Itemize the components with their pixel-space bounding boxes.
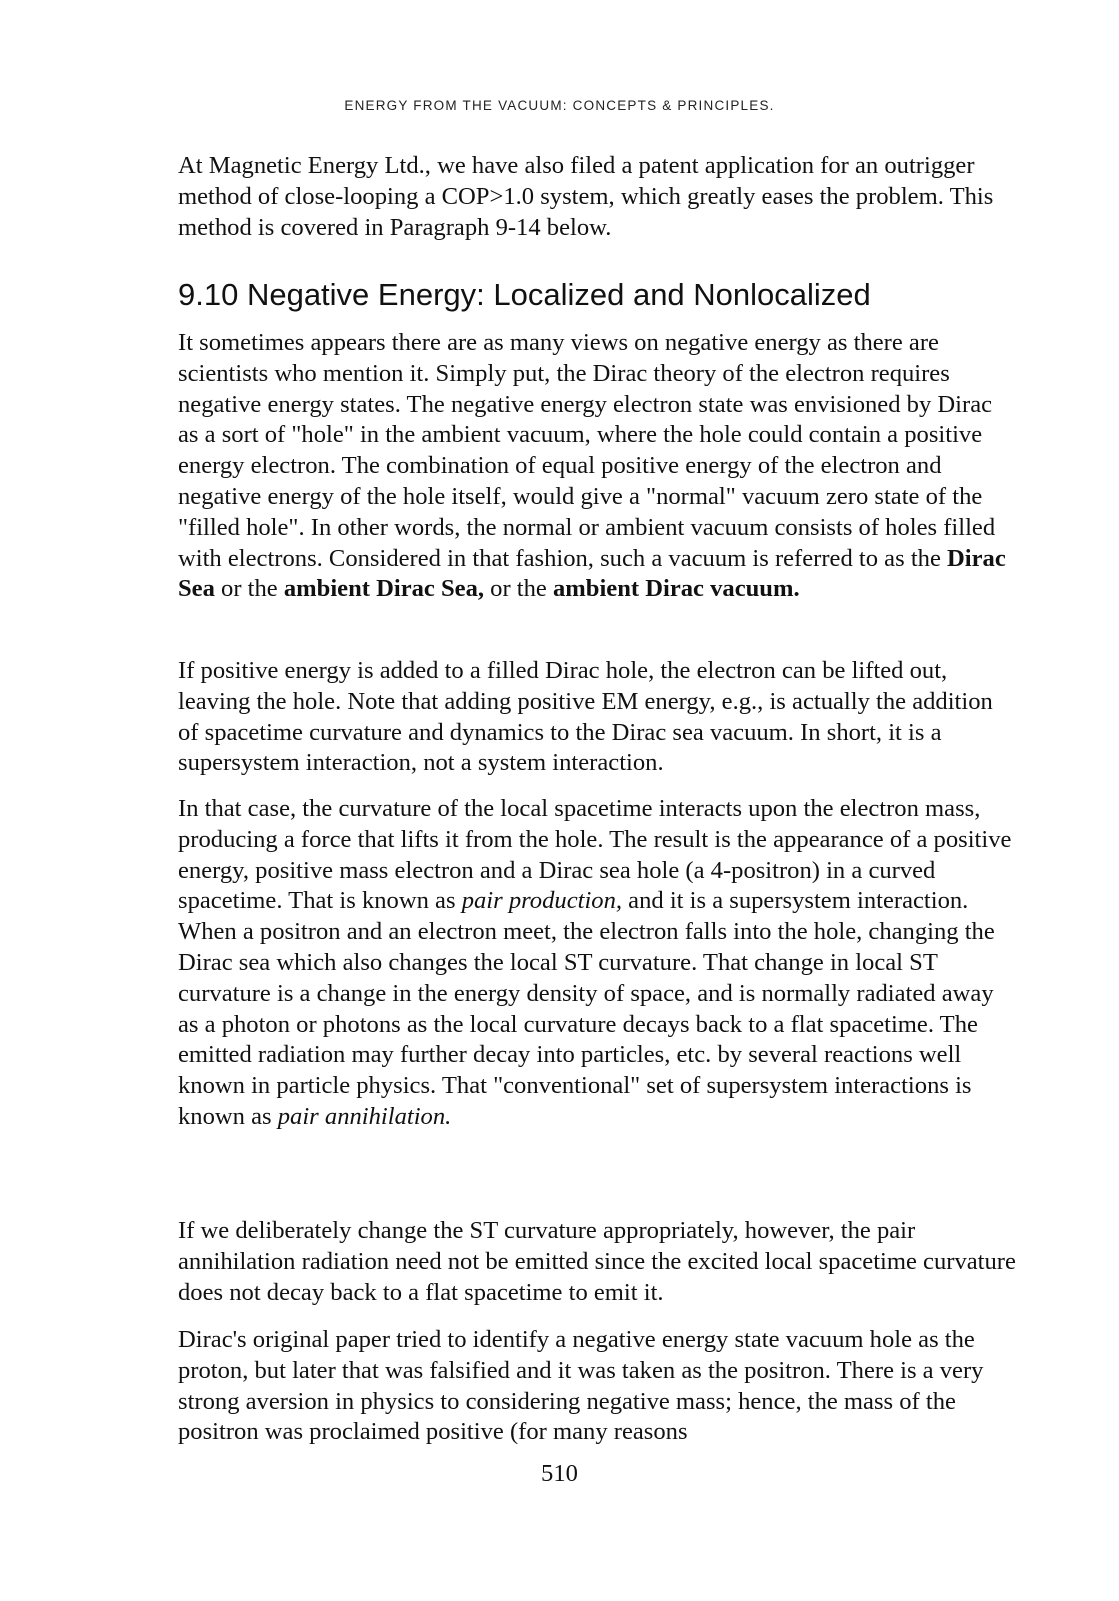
paragraph-3-text: If positive energy is added to a filled Dirac hole, the electron can be lifted out, leaving the hole. Note that adding positive EM energy, e.g., is actually the addition of spacetime curvature and dynamics to the Dirac sea vacuum. In short, it is a supersystem interaction, not a system interaction. [178, 657, 993, 777]
paragraph-2-connector-1: or the [214, 575, 284, 603]
term-pair-annihilation: pair annihilation. [277, 1102, 452, 1130]
section-heading: 9.10 Negative Energy: Localized and Nonlocalized [178, 277, 871, 312]
term-dirac-sea: Dirac Sea [178, 544, 1006, 603]
paragraph-4-text-1: In that case, the curvature of the local spacetime interacts upon the electron mass, producing a force that lifts it from the hole. The result is the appearance of a positive energy, positive mass electron and a Dirac sea hole (a 4-positron) in a curved spacetime. That is known as [178, 795, 1012, 915]
paragraph-2-connector-2: or the [484, 575, 553, 603]
paragraph-5-text: If we deliberately change the ST curvature appropriately, however, the pair annihilation radiation need not be emitted since the excited local spacetime curvature does not decay back to a flat spacetime to emit it. [178, 1217, 1016, 1306]
term-pair-production: pair production, [461, 887, 623, 915]
paragraph-4 [178, 794, 1018, 1133]
term-ambient-dirac-vacuum: ambient Dirac vacuum. [553, 575, 800, 603]
paragraph-4-text-2: and it is a supersystem interaction. When a positron and an electron meet, the electron falls into the hole, changing the Dirac sea which also changes the local ST curvature. That change in local ST curvature is a change in the energy density of space, and is normally radiated away as a photon or photons as the local curvature decays back to a flat spacetime. The emitted radiation may further decay into particles, etc. by several reactions well known in particle physics. That "conventional" set of supersystem interactions is known as [178, 887, 995, 1130]
paragraph-3 [178, 656, 1018, 779]
term-ambient-dirac-sea: ambient Dirac Sea, [283, 575, 485, 603]
running-head: ENERGY FROM THE VACUUM: CONCEPTS & PRINCIPLES. [344, 98, 775, 113]
paragraph-2-text: It sometimes appears there are as many views on negative energy as there are scientists who mention it. Simply put, the Dirac theory of the electron requires negative energy states. The negative energy electron state was envisioned by Dirac as a sort of "hole" in the ambient vacuum, where the hole could contain a positive energy electron. The combination of equal positive energy of the electron and negative energy of the hole itself, would give a "normal" vacuum zero state of the "filled hole". In other words, the normal or ambient vacuum consists of holes filled with electrons. Considered in that fashion, such a vacuum is referred to as the [178, 329, 996, 572]
page-number: 510 [541, 1460, 578, 1487]
paragraph-6-text: Dirac's original paper tried to identify a negative energy state vacuum hole as the proton, but later that was falsified and it was taken as the positron. There is a very strong aversion in physics to considering negative mass; hence, the mass of the positron was proclaimed positive (for many reasons [178, 1326, 984, 1446]
paragraph-5 [178, 1216, 1018, 1308]
paragraph-2 [178, 328, 1018, 605]
paragraph-1-text: At Magnetic Energy Ltd., we have also filed a patent application for an outrigger method of close-looping a COP>1.0 system, which greatly eases the problem. This method is covered in Paragraph 9-14 below. [178, 152, 994, 241]
paragraph-1 [178, 151, 1018, 243]
paragraph-6 [178, 1325, 1018, 1448]
